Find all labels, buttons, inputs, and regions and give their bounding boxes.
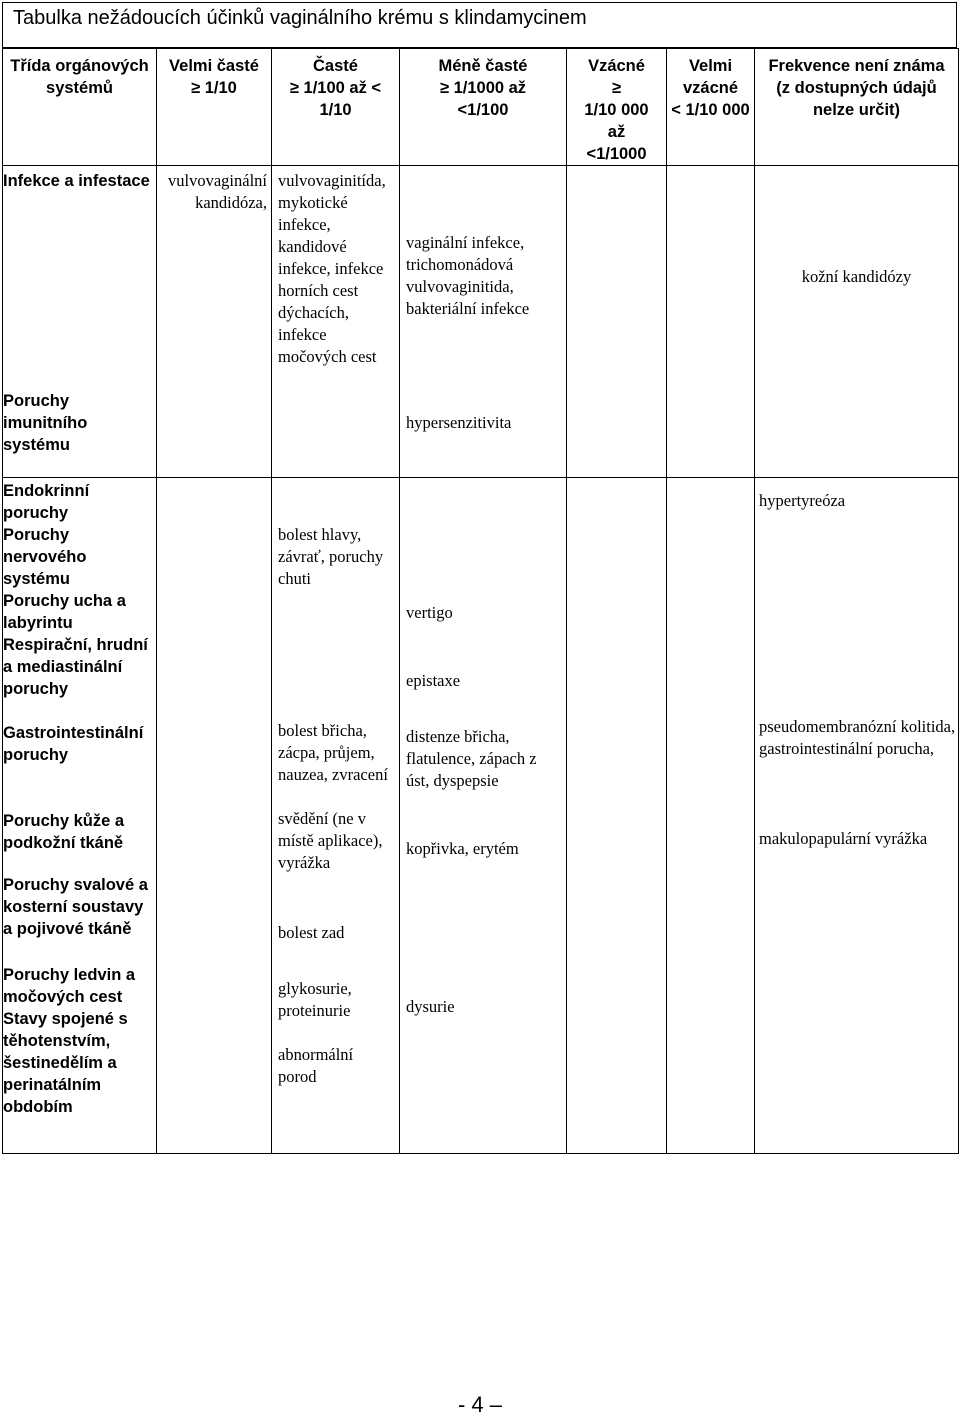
header-rare-line4: až <box>607 123 626 141</box>
rare-cell-1 <box>567 166 667 478</box>
unknown-cell-2 <box>755 478 959 1154</box>
system-gastrointestinal: Gastrointestinální poruchy <box>3 724 144 764</box>
header-rare-line1: Vzácné <box>588 57 645 75</box>
uncommon-hypersensitivity: hypersenzitivita <box>406 413 512 432</box>
common-renal-effects: glykosurie, proteinurie <box>278 979 352 1020</box>
system-ear: Poruchy ucha a labyrintu <box>3 592 126 632</box>
very-rare-cell-2 <box>667 478 755 1154</box>
header-common-line2: ≥ 1/100 až < <box>289 79 382 97</box>
unknown-skin-candidiasis: kožní kandidózy <box>801 267 912 286</box>
common-cell-2 <box>272 478 400 1154</box>
header-class-label: Třída orgánových systémů <box>10 57 149 97</box>
system-immune: Poruchy imunitního systému <box>3 392 88 454</box>
common-infections-text: vulvovaginitída, mykotické infekce, kandidové infekce, infekce horních cest dýchacích, infekce močových cest <box>278 171 386 366</box>
very-common-cell-1 <box>157 166 272 478</box>
uncommon-infections-text: vaginální infekce, trichomonádová vulvovaginitida, bakteriální infekce <box>406 233 530 318</box>
uncommon-cell-2 <box>400 478 567 1154</box>
header-rare-line2: ≥ <box>611 79 622 97</box>
header-common-line1: Časté <box>313 57 358 75</box>
header-very-rare-line3: < 1/10 000 <box>671 101 750 119</box>
section-infections-immune <box>3 166 959 478</box>
header-unknown-line1: Frekvence není známa <box>768 57 945 75</box>
common-skin-effects: svědění (ne v místě aplikace), vyrážka <box>278 809 383 872</box>
page-number: - 4 – <box>457 1392 503 1417</box>
common-pregnancy-effects: abnormální porod <box>278 1045 354 1086</box>
unknown-gi-effects: pseudomembranózní kolitida, gastrointestinální porucha, <box>759 717 956 758</box>
uncommon-ear-effects: vertigo <box>406 603 453 622</box>
system-musculoskeletal: Poruchy svalové a kosterní soustavy a pojivové tkáně <box>3 876 148 938</box>
uncommon-cell-1 <box>400 166 567 478</box>
header-very-common <box>157 49 272 166</box>
unknown-skin-effects: makulopapulární vyrážka <box>759 829 928 848</box>
header-uncommon <box>400 49 567 166</box>
header-uncommon-line3: <1/100 <box>457 101 509 119</box>
unknown-endocrine-effects: hypertyreóza <box>759 491 846 510</box>
header-class <box>3 49 157 166</box>
system-endocrine: Endokrinní poruchy <box>3 482 90 522</box>
uncommon-resp-effects: epistaxe <box>406 671 461 690</box>
uncommon-gi-effects: distenze břicha, flatulence, zápach z úst, dyspepsie <box>406 727 537 790</box>
very-common-cell-2 <box>157 478 272 1154</box>
header-uncommon-line2: ≥ 1/1000 až <box>439 79 527 97</box>
system-renal: Poruchy ledvin a močových cest <box>3 966 136 1006</box>
system-skin: Poruchy kůže a podkožní tkáně <box>3 812 125 852</box>
header-uncommon-line1: Méně časté <box>438 57 528 75</box>
unknown-cell-1 <box>755 166 959 478</box>
common-nervous-effects: bolest hlavy, závrať, poruchy chuti <box>278 525 384 588</box>
header-very-common-line1: Velmi časté <box>169 57 259 75</box>
header-rare-line3: 1/10 000 <box>584 101 649 119</box>
table-title: Tabulka nežádoucích účinků vaginálního krému s klindamycinem <box>2 2 957 48</box>
uncommon-renal-effects: dysurie <box>406 997 455 1016</box>
rare-cell-2 <box>567 478 667 1154</box>
very-common-candidiasis: vulvovaginální kandidóza, <box>168 171 267 212</box>
header-very-rare-line2: vzácné <box>682 79 739 97</box>
very-rare-cell-1 <box>667 166 755 478</box>
systems-cell-2 <box>3 478 157 1154</box>
section-other-systems <box>3 478 959 1154</box>
adverse-effects-table <box>2 48 959 1154</box>
common-cell-1 <box>272 166 400 478</box>
system-pregnancy: Stavy spojené s těhotenstvím, šestinedělím a perinatálním obdobím <box>3 1010 128 1116</box>
header-rare-line5: <1/1000 <box>586 145 647 163</box>
system-respiratory: Respirační, hrudní a mediastinální poruchy <box>3 636 148 698</box>
header-rare <box>567 49 667 166</box>
system-infections: Infekce a infestace <box>3 172 150 190</box>
uncommon-skin-effects: kopřivka, erytém <box>406 839 519 858</box>
header-unknown-line3: nelze určit) <box>812 101 901 119</box>
header-very-rare <box>667 49 755 166</box>
header-common-line3: 1/10 <box>319 101 352 119</box>
header-common <box>272 49 400 166</box>
common-musculo-effects: bolest zad <box>278 923 345 942</box>
common-gi-effects: bolest břicha, zácpa, průjem, nauzea, zvracení <box>278 721 388 784</box>
system-nervous: Poruchy nervového systému <box>3 526 87 588</box>
header-very-common-line2: ≥ 1/10 <box>191 79 237 97</box>
header-unknown-line2: (z dostupných údajů <box>776 79 937 97</box>
systems-cell-1 <box>3 166 157 478</box>
header-unknown <box>755 49 959 166</box>
header-very-rare-line1: Velmi <box>688 57 733 75</box>
header-row <box>3 49 959 166</box>
